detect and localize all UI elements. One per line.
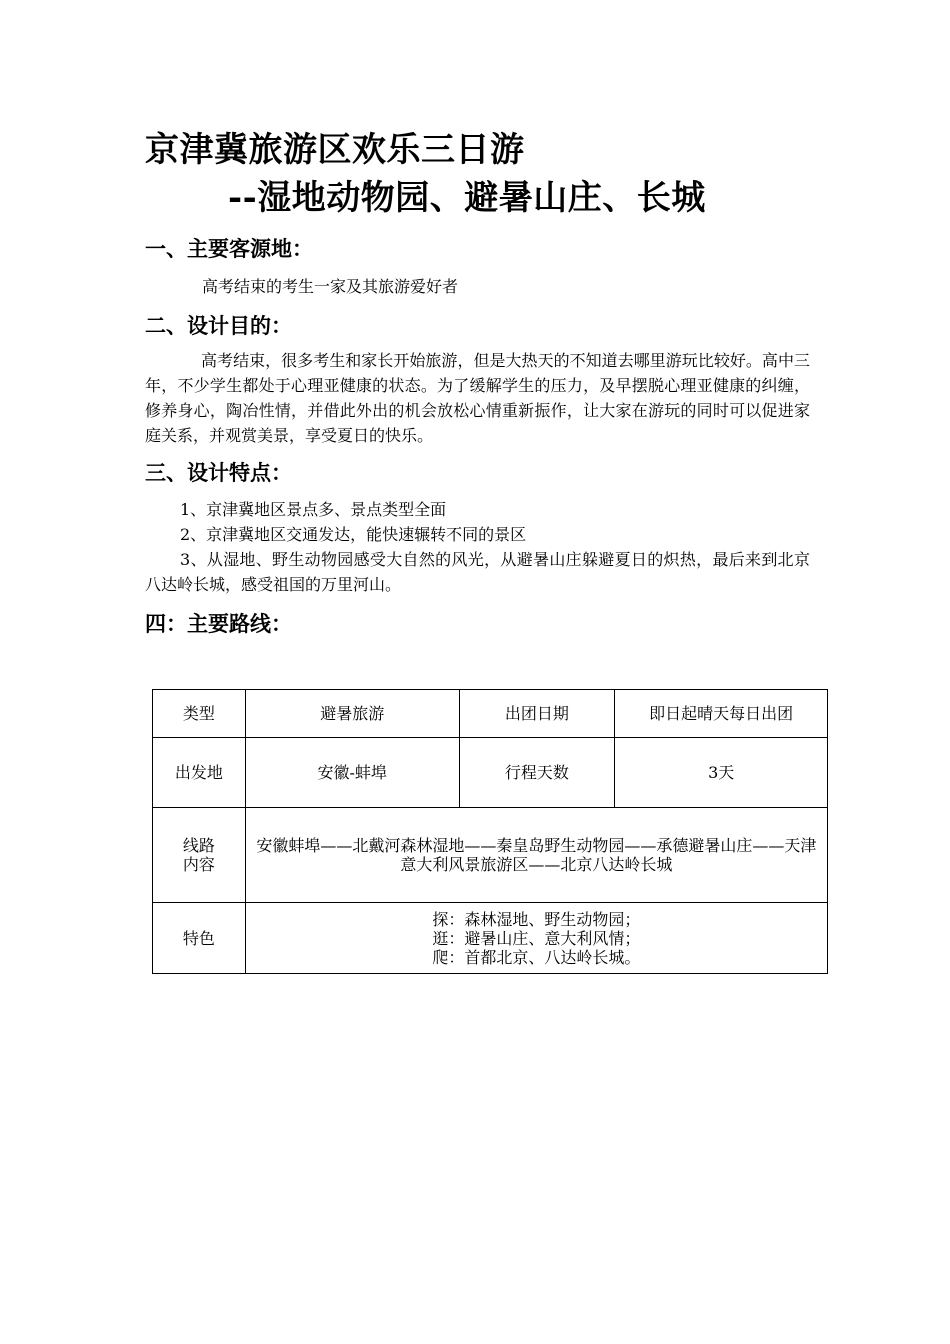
section-heading-purpose: 二、设计目的：: [145, 313, 292, 338]
type-label-cell: 类型: [153, 690, 246, 738]
feature-line-1: 探：森林湿地、野生动物园；: [432, 909, 641, 929]
purpose-text: 高考结束，很多考生和家长开始旅游，但是大热天的不知道去哪里游玩比较好。高中三年，不少学生都处于心理亚健康的状态。为了缓解学生的压力，及早摆脱心理亚健康的纠缠，修养身心，陶冶性情，并借此外出的机会放松心情重新振作，让大家在游玩的同时可以促进家庭关系，并观赏美景，享受夏日的快乐。: [145, 351, 810, 445]
type-value-cell: 避暑旅游: [245, 690, 459, 738]
section-heading-features: 三、设计特点：: [145, 460, 292, 485]
feature-item-2: 2、京津冀地区交通发达，能快速辗转不同的景区: [180, 525, 527, 544]
days-label-cell: 行程天数: [459, 738, 615, 808]
route-label-line1: 线路: [182, 836, 215, 855]
document-subtitle: --湿地动物园、避暑山庄、长城: [228, 178, 706, 218]
source-text: 高考结束的考生一家及其旅游爱好者: [202, 277, 459, 296]
date-label-cell: 出团日期: [459, 690, 615, 738]
purpose-paragraph: [145, 348, 810, 448]
table-row: [153, 690, 828, 738]
table-row: [153, 738, 828, 808]
feature-value-cell: [245, 903, 827, 974]
feature-item-3-paragraph: [145, 547, 810, 597]
table-row: [153, 903, 828, 974]
date-value-cell: 即日起晴天每日出团: [615, 690, 828, 738]
feature-item-3: 3、从湿地、野生动物园感受大自然的风光，从避暑山庄躲避夏日的炽热，最后来到北京八达岭长城，感受祖国的万里河山。: [145, 550, 810, 594]
route-table: [152, 689, 828, 974]
origin-label-cell: 出发地: [153, 738, 246, 808]
section-heading-route: 四：主要路线：: [145, 611, 292, 636]
feature-label-cell: 特色: [153, 903, 246, 974]
feature-line-2: 逛：避暑山庄、意大利风情；: [432, 928, 641, 948]
table-row: [153, 808, 828, 903]
section-heading-source: 一、主要客源地：: [145, 236, 313, 261]
origin-value-cell: 安徽-蚌埠: [245, 738, 459, 808]
document-title: 京津冀旅游区欢乐三日游: [145, 130, 525, 170]
feature-item-1: 1、京津冀地区景点多、景点类型全面: [180, 500, 447, 519]
route-value-cell: 安徽蚌埠——北戴河森林湿地——秦皇岛野生动物园——承德避暑山庄——天津意大利风景旅游区——北京八达岭长城: [245, 808, 827, 903]
route-label-line2: 内容: [182, 855, 215, 874]
days-value-cell: 3天: [615, 738, 828, 808]
route-label-cell: [153, 808, 246, 903]
feature-line-3: 爬：首都北京、八达岭长城。: [432, 947, 641, 967]
